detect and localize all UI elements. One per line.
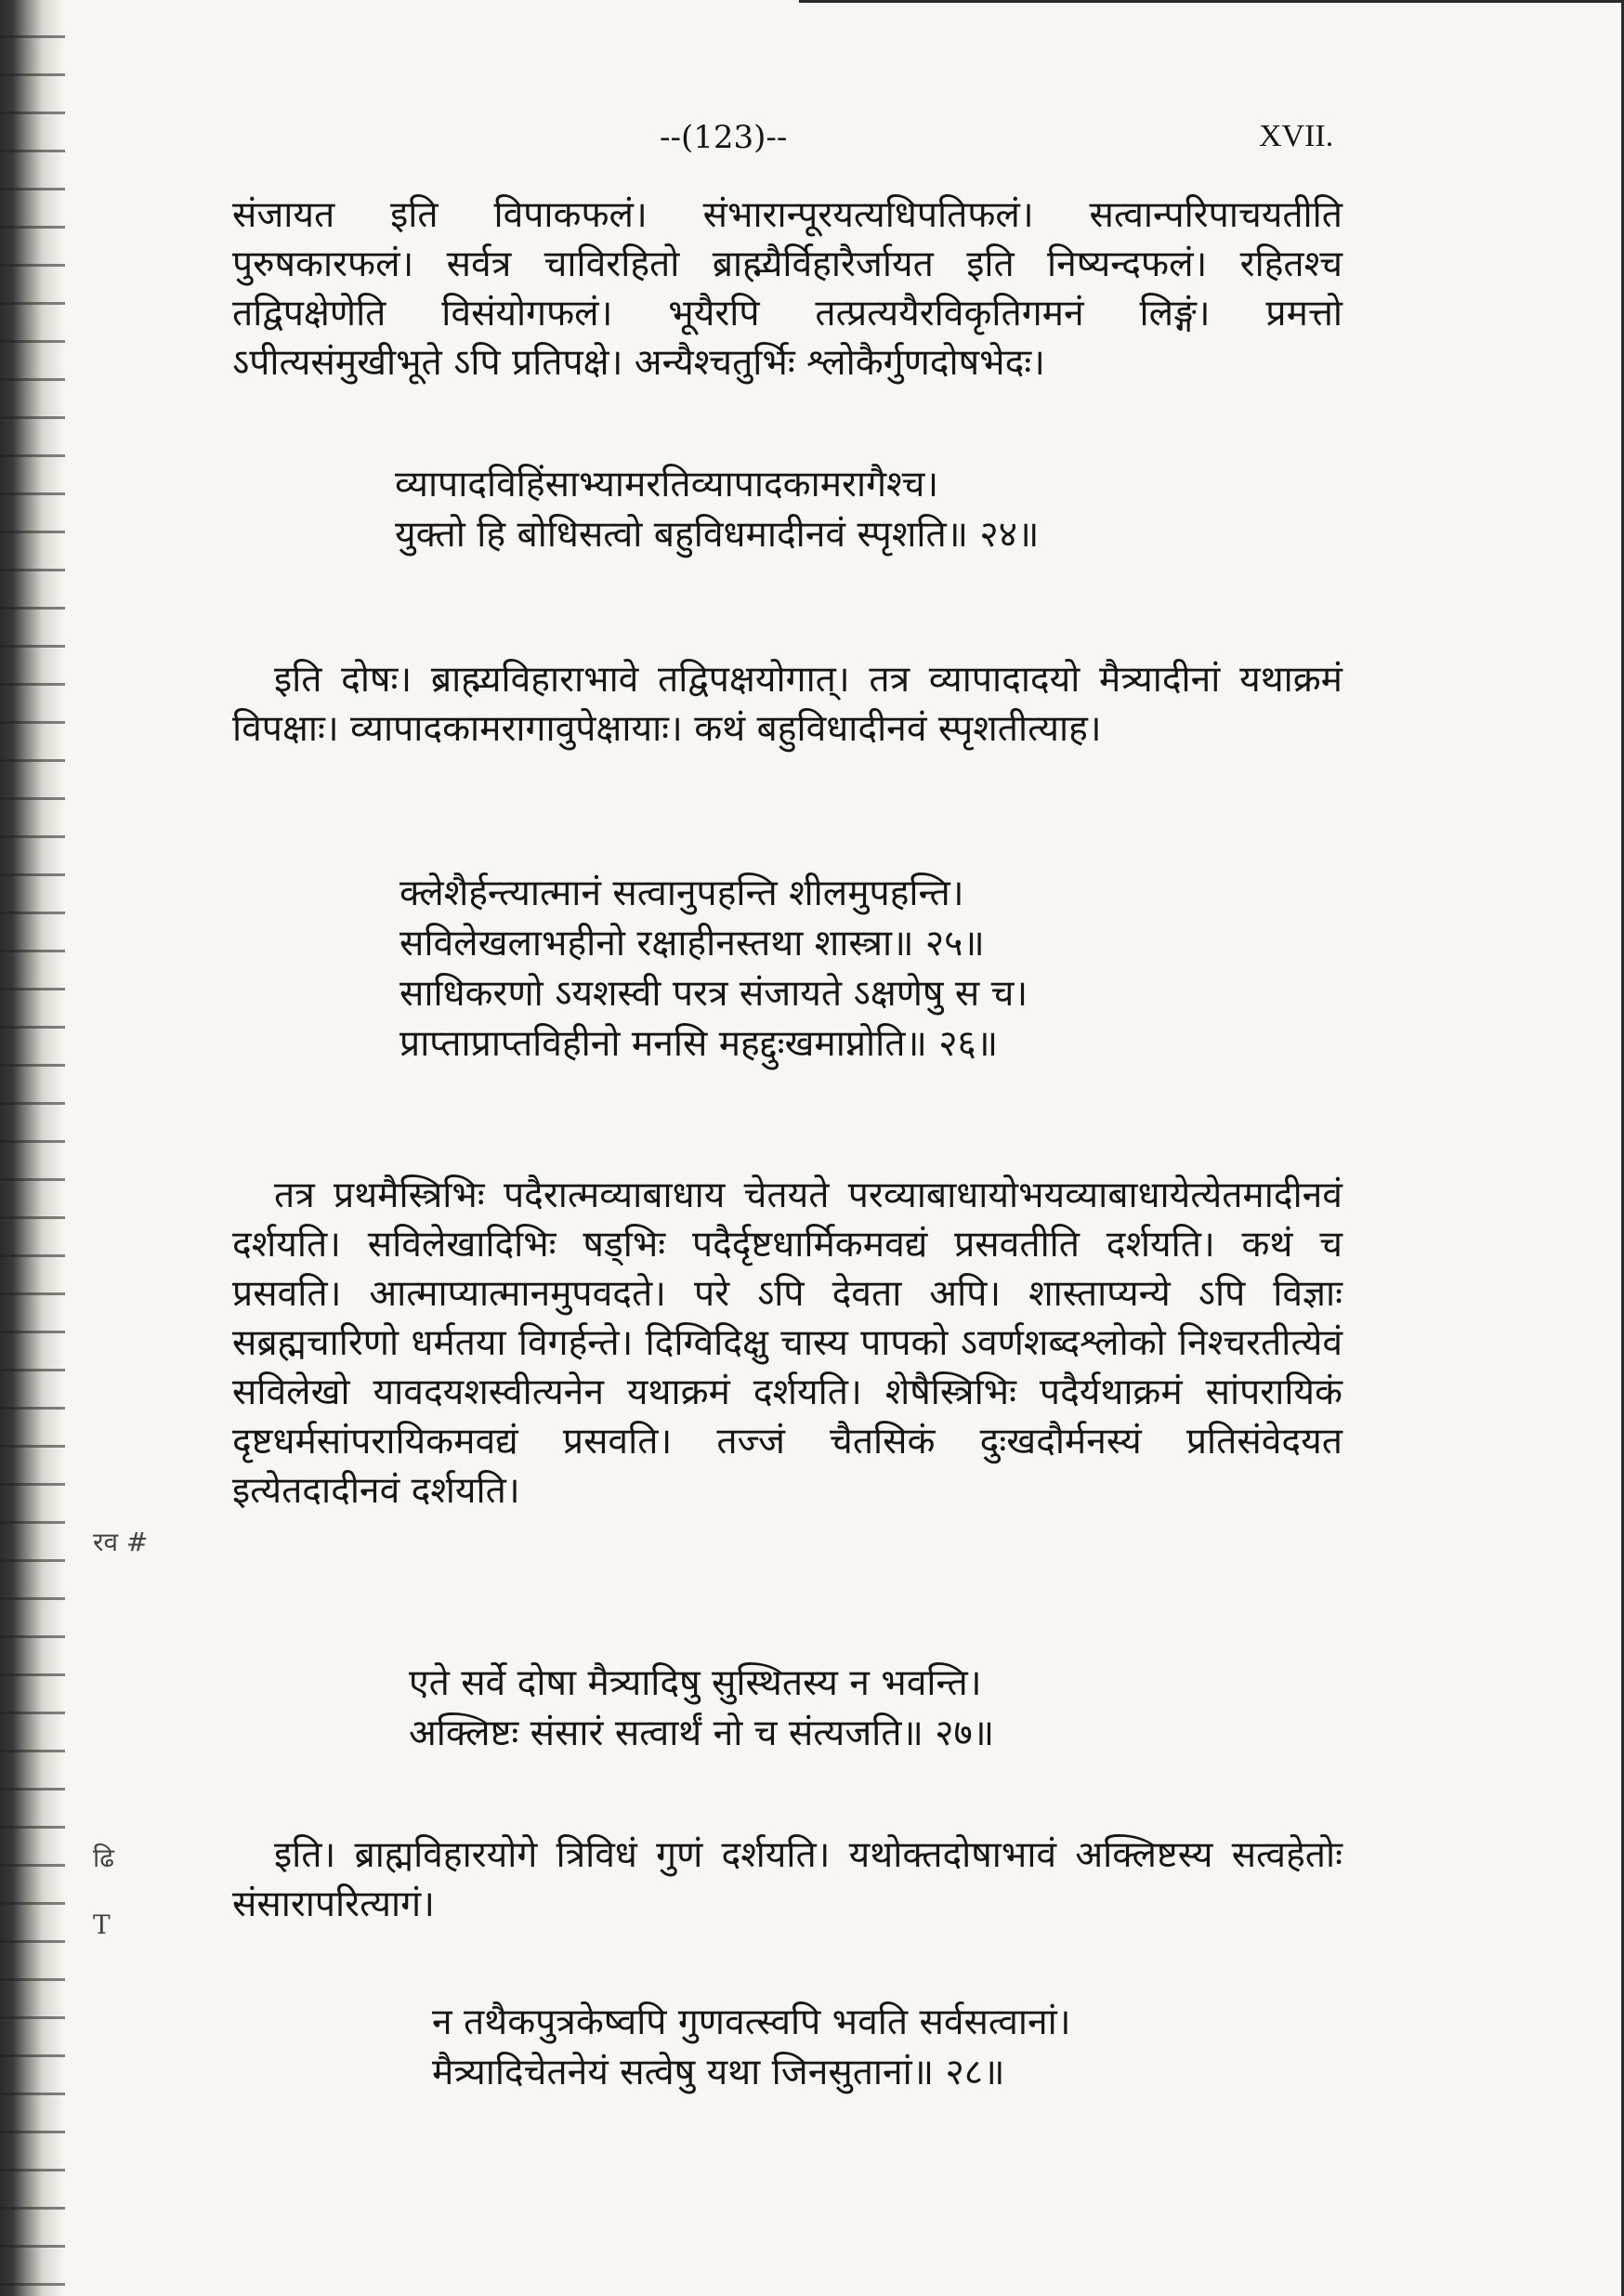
verse-28	[432, 1998, 1071, 2098]
verse-line: मैत्र्यादिचेतनेयं सत्वेषु यथा जिनसुतानां॥ २८॥	[432, 2052, 1005, 2093]
commentary-paragraph-4	[232, 1830, 1342, 1929]
commentary-paragraph-1	[232, 190, 1342, 387]
verse-line: साधिकरणो ऽयशस्वी परत्र संजायते ऽक्षणेषु स च।	[399, 973, 1028, 1015]
margin-note: ढि	[93, 1843, 115, 1873]
signature-mark: XVII.	[1259, 119, 1334, 153]
verse-line: एते सर्वे दोषा मैत्र्यादिषु सुस्थितस्य न भवन्ति।	[409, 1662, 982, 1704]
verse-24	[395, 460, 1039, 560]
paragraph-text: संजायत इति विपाकफलं। संभारान्पूरयत्यधिपतिफलं। सत्वान्परिपाचयतीति पुरुषकारफलं। सर्वत्र चाविरहितो ब्राह्म्यैर्विहारैर्जायत इति निष्यन्दफलं। रहितश्च तद्विपक्षेणेति विसंयोगफलं। भूयैरपि तत्प्रत्ययैरविकृतिगमनं लिङ्गं। प्रमत्तो ऽपीत्यसंमुखीभूते ऽपि प्रतिपक्षे। अन्यैश्चतुर्भिः श्लोकैर्गुणदोषभेदः।	[232, 194, 1342, 384]
margin-note: T	[93, 1909, 111, 1940]
page-number: --(123)--	[660, 119, 788, 156]
page-header	[0, 119, 1624, 165]
paragraph-text: तत्र प्रथमैस्त्रिभिः पदैरात्मव्याबाधाय चेतयते परव्याबाधायोभयव्याबाधायेत्येतमादीनवं दर्शयति। सविलेखादिभिः षड्भिः पदैर्दृष्टधार्मिकमवद्यं प्रसवतीति दर्शयति। कथं च प्रसवति। आत्माप्यात्मानमुपवदते। परे ऽपि देवता अपि। शास्ताप्यन्ये ऽपि विज्ञाः सब्रह्मचारिणो धर्मतया विगर्हन्ते। दिग्विदिक्षु चास्य पापको ऽवर्णशब्दश्लोको निश्चरतीत्येवं सविलेखो यावदयशस्वीत्यनेन यथाक्रमं दर्शयति। शेषैस्त्रिभिः पदैर्यथाक्रमं सांपरायिकं दृष्टधर्मसांपरायिकमवद्यं प्रसवति। तज्जं चैतसिकं दुःखदौर्मनस्यं प्रतिसंवेदयत इत्येतदादीनवं दर्शयति।	[232, 1174, 1342, 1512]
paragraph-text: इति दोषः। ब्राह्म्यविहाराभावे तद्विपक्षयोगात्। तत्र व्यापादादयो मैत्र्यादीनां यथाक्रमं विपक्षाः। व्यापादकामरागावुपेक्षायाः। कथं बहुविधादीनवं स्पृशतीत्याह।	[232, 659, 1342, 750]
commentary-paragraph-3	[232, 1171, 1342, 1515]
verse-line: व्यापादविहिंसाभ्यामरतिव्यापादकामरागैश्च।	[395, 464, 939, 505]
binding-thread-marks	[0, 0, 65, 2296]
verse-25-26	[399, 869, 1028, 1069]
verse-line: सविलेखलाभहीनो रक्षाहीनस्तथा शास्त्रा॥ २५॥	[399, 923, 985, 964]
verse-27	[409, 1659, 994, 1759]
commentary-paragraph-2	[232, 655, 1342, 754]
verse-line: प्राप्ताप्राप्तविहीनो मनसि महद्दुःखमाप्नोति॥ २६॥	[399, 1023, 999, 1065]
verse-line: अक्लिष्टः संसारं सत्वार्थं नो च संत्यजति॥ २७॥	[409, 1712, 995, 1754]
paragraph-text: इति। ब्राह्मविहारयोगे त्रिविधं गुणं दर्शयति। यथोक्तदोषाभावं अक्लिष्टस्य सत्वहेतोः संसारापरित्यागं।	[232, 1834, 1342, 1925]
scan-top-border	[799, 0, 1624, 3]
verse-line: युक्तो हि बोधिसत्वो बहुविधमादीनवं स्पृशति॥ २४॥	[395, 514, 1040, 556]
verse-line: न तथैकपुत्रकेष्वपि गुणवत्स्वपि भवति सर्वसत्वानां।	[432, 2001, 1071, 2043]
verse-line: क्लेशैर्हन्त्यात्मानं सत्वानुपहन्ति शीलमुपहन्ति।	[399, 872, 964, 914]
margin-note: रव #	[93, 1527, 149, 1557]
